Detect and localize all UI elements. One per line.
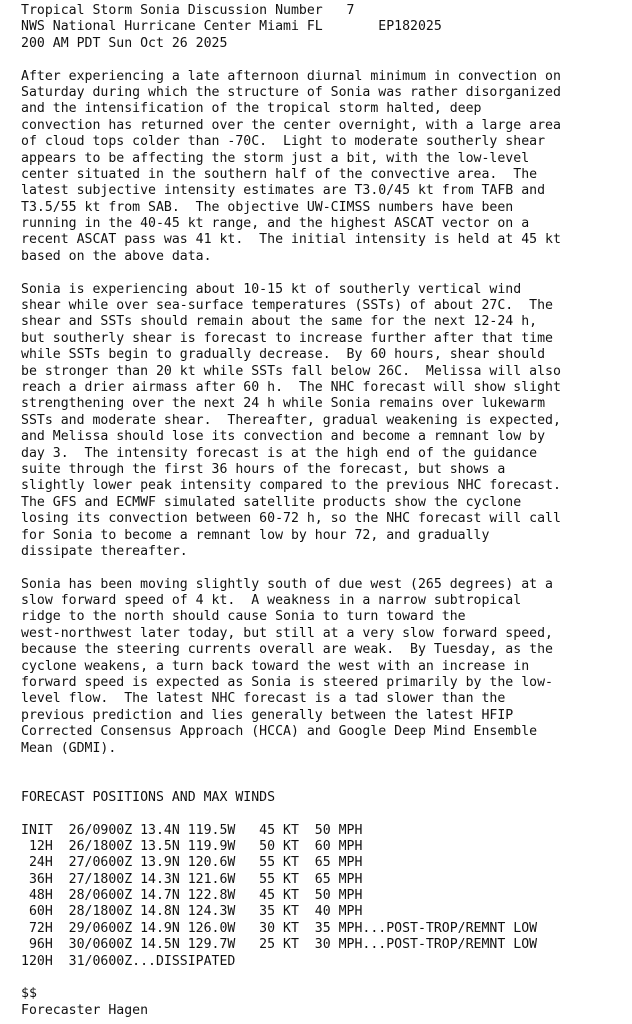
text-line: west-northwest later today, but still at a very slow forward speed, [21, 625, 553, 641]
text-line: slightly lower peak intensity compared to the previous NHC forecast. [21, 478, 561, 494]
forecast-row: 36H 27/1800Z 14.3N 121.6W 55 KT 65 MPH [21, 871, 363, 887]
paragraph-shear-forecast [21, 282, 629, 561]
forecast-row: 24H 27/0600Z 13.9N 120.6W 55 KT 65 MPH [21, 855, 363, 871]
text-line: Saturday during which the structure of Sonia was rather disorganized [21, 84, 561, 100]
text-line: reach a drier airmass after 60 h. The NHC forecast will show slight [21, 379, 561, 395]
text-line: Mean (GDMI). [21, 740, 117, 756]
text-line: losing its convection between 60-72 h, so the NHC forecast will call [21, 511, 561, 527]
text-line: Corrected Consensus Approach (HCCA) and Google Deep Mind Ensemble [21, 724, 538, 740]
discussion-document [21, 3, 629, 1019]
text-line: be stronger than 20 kt while SSTs fall below 26C. Melissa will also [21, 363, 561, 379]
text-line: level flow. The latest NHC forecast is a tad slower than the [21, 691, 506, 707]
forecast-row: 96H 30/0600Z 14.5N 129.7W 25 KT 30 MPH...POST-TROP/REMNT LOW [21, 937, 538, 953]
text-line: convection has returned over the center overnight, with a large area [21, 117, 561, 133]
text-line: and the intensification of the tropical storm halted, deep [21, 101, 482, 117]
text-line: strengthening over the next 24 h while Sonia remains over lukewarm [21, 396, 546, 412]
text-line: forward speed is expected as Sonia is steered primarily by the low- [21, 675, 553, 691]
paragraph-track [21, 577, 629, 757]
text-line: cyclone weakens, a turn back toward the west with an increase in [21, 658, 530, 674]
forecast-row: 12H 26/1800Z 13.5N 119.9W 50 KT 60 MPH [21, 838, 363, 854]
text-line: The GFS and ECMWF simulated satellite products show the cyclone [21, 494, 522, 510]
text-line: center situated in the southern half of the convective area. The [21, 166, 538, 182]
text-line: slow forward speed of 4 kt. A weakness in a narrow subtropical [21, 593, 522, 609]
forecast-row: INIT 26/0900Z 13.4N 119.5W 45 KT 50 MPH [21, 822, 363, 838]
text-line: but southerly shear is forecast to increase further after that time [21, 330, 553, 346]
paragraph-intensity [21, 69, 629, 266]
product-title: Tropical Storm Sonia Discussion Number 7 [21, 3, 355, 18]
text-line: based on the above data. [21, 248, 212, 264]
text-line: day 3. The intensity forecast is at the high end of the guidance [21, 445, 538, 461]
text-line: shear and SSTs should remain about the same for the next 12-24 h, [21, 314, 538, 330]
text-line: ridge to the north should cause Sonia to turn toward the [21, 609, 466, 625]
text-line: Sonia is experiencing about 10-15 kt of southerly vertical wind [21, 281, 522, 297]
text-line: running in the 40-45 kt range, and the highest ASCAT vector on a [21, 216, 530, 232]
issue-time: 200 AM PDT Sun Oct 26 2025 [21, 35, 228, 51]
text-line: appears to be affecting the storm just a bit, with the low-level [21, 150, 530, 166]
forecast-heading: FORECAST POSITIONS AND MAX WINDS [21, 789, 276, 805]
text-line: dissipate thereafter. [21, 543, 188, 559]
forecaster-signature: Forecaster Hagen [21, 1002, 149, 1018]
text-line: suite through the first 36 hours of the forecast, but shows a [21, 461, 506, 477]
text-line: Sonia has been moving slightly south of due west (265 degrees) at a [21, 576, 553, 592]
text-line: SSTs and moderate shear. Thereafter, gradual weakening is expected, [21, 412, 561, 428]
forecast-row: 120H 31/0600Z...DISSIPATED [21, 953, 236, 969]
text-line: latest subjective intensity estimates are T3.0/45 kt from TAFB and [21, 183, 546, 199]
text-line: of cloud tops colder than -70C. Light to moderate southerly shear [21, 134, 546, 150]
text-line: while SSTs begin to gradually decrease. By 60 hours, shear should [21, 347, 546, 363]
issuing-office: NWS National Hurricane Center Miami FL EP182025 [21, 19, 442, 35]
text-line: recent ASCAT pass was 41 kt. The initial intensity is held at 45 kt [21, 232, 561, 248]
text-line: because the steering currents overall are weak. By Tuesday, as the [21, 642, 553, 658]
forecast-row: 72H 29/0600Z 14.9N 126.0W 30 KT 35 MPH...POST-TROP/REMNT LOW [21, 920, 538, 936]
forecast-row: 60H 28/1800Z 14.8N 124.3W 35 KT 40 MPH [21, 904, 363, 920]
end-of-product-mark: $$ [21, 986, 37, 1002]
forecast-table [21, 823, 629, 971]
text-line: shear while over sea-surface temperatures (SSTs) of about 27C. The [21, 298, 553, 314]
text-line: previous prediction and lies generally between the latest HFIP [21, 707, 514, 723]
text-line: and Melissa should lose its convection and become a remnant low by [21, 429, 546, 445]
text-line: T3.5/55 kt from SAB. The objective UW-CIMSS numbers have been [21, 199, 514, 215]
text-line: for Sonia to become a remnant low by hour 72, and gradually [21, 527, 490, 543]
forecast-row: 48H 28/0600Z 14.7N 122.8W 45 KT 50 MPH [21, 888, 363, 904]
text-line: After experiencing a late afternoon diurnal minimum in convection on [21, 68, 561, 84]
